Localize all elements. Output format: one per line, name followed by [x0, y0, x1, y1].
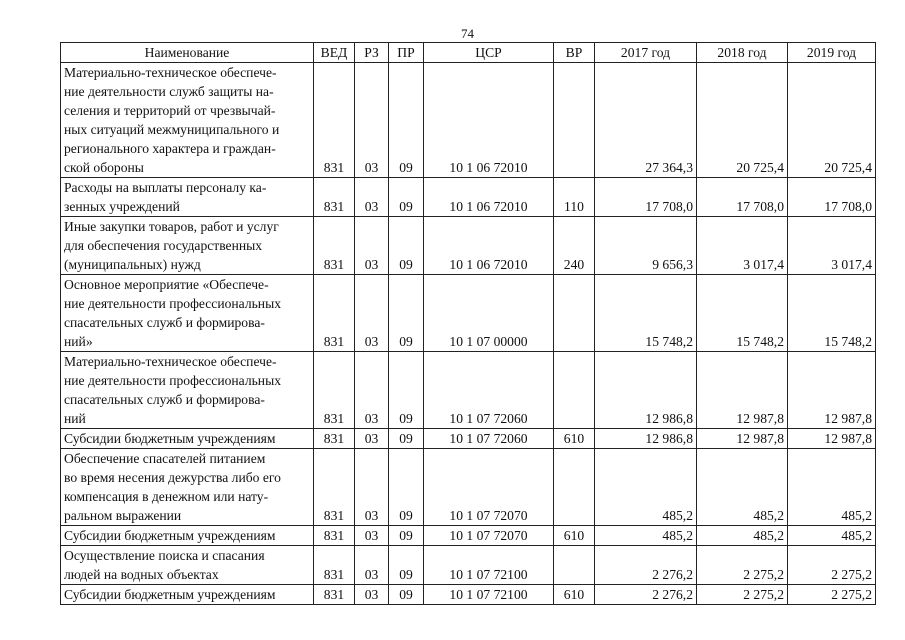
- row-2017: 485,2: [595, 449, 697, 526]
- table-row: [61, 429, 876, 449]
- column-header: ПР: [389, 43, 424, 63]
- row-name: Субсидии бюджетным учреждениям: [61, 526, 314, 546]
- row-pr: 09: [389, 429, 424, 449]
- row-rz: 03: [355, 63, 389, 178]
- row-2017: 2 276,2: [595, 546, 697, 585]
- row-ved: 831: [314, 585, 355, 605]
- row-rz: 03: [355, 429, 389, 449]
- row-2018: 485,2: [697, 526, 788, 546]
- column-header: 2017 год: [595, 43, 697, 63]
- row-ved: 831: [314, 546, 355, 585]
- row-name: Субсидии бюджетным учреждениям: [61, 585, 314, 605]
- row-rz: 03: [355, 585, 389, 605]
- column-header: РЗ: [355, 43, 389, 63]
- row-name: Субсидии бюджетным учреждениям: [61, 429, 314, 449]
- row-rz: 03: [355, 217, 389, 275]
- row-ved: 831: [314, 352, 355, 429]
- row-csr: 10 1 06 72010: [424, 63, 554, 178]
- row-2018: 17 708,0: [697, 178, 788, 217]
- row-2017: 15 748,2: [595, 275, 697, 352]
- row-2018: 12 987,8: [697, 429, 788, 449]
- row-pr: 09: [389, 275, 424, 352]
- table-row: [61, 352, 876, 429]
- row-pr: 09: [389, 449, 424, 526]
- row-pr: 09: [389, 352, 424, 429]
- row-vr: [554, 546, 595, 585]
- row-csr: 10 1 07 72060: [424, 429, 554, 449]
- row-ved: 831: [314, 63, 355, 178]
- row-pr: 09: [389, 526, 424, 546]
- row-2017: 12 986,8: [595, 429, 697, 449]
- row-rz: 03: [355, 449, 389, 526]
- row-ved: 831: [314, 275, 355, 352]
- table-row: [61, 63, 876, 178]
- column-header: ЦСР: [424, 43, 554, 63]
- row-vr: 610: [554, 429, 595, 449]
- column-header: ВЕД: [314, 43, 355, 63]
- row-pr: 09: [389, 585, 424, 605]
- row-vr: [554, 352, 595, 429]
- table-row: [61, 546, 876, 585]
- row-ved: 831: [314, 217, 355, 275]
- row-vr: [554, 275, 595, 352]
- row-2018: 3 017,4: [697, 217, 788, 275]
- row-2019: 20 725,4: [788, 63, 876, 178]
- row-ved: 831: [314, 449, 355, 526]
- row-rz: 03: [355, 178, 389, 217]
- row-pr: 09: [389, 217, 424, 275]
- row-pr: 09: [389, 178, 424, 217]
- column-header: 2018 год: [697, 43, 788, 63]
- row-csr: 10 1 07 72060: [424, 352, 554, 429]
- row-csr: 10 1 07 72070: [424, 449, 554, 526]
- row-2018: 485,2: [697, 449, 788, 526]
- row-pr: 09: [389, 63, 424, 178]
- table-row: [61, 585, 876, 605]
- row-vr: 610: [554, 526, 595, 546]
- row-2019: 3 017,4: [788, 217, 876, 275]
- row-2018: 2 275,2: [697, 546, 788, 585]
- row-2019: 485,2: [788, 449, 876, 526]
- row-csr: 10 1 07 72100: [424, 546, 554, 585]
- column-header: Наименование: [61, 43, 314, 63]
- row-csr: 10 1 07 72100: [424, 585, 554, 605]
- row-rz: 03: [355, 275, 389, 352]
- row-name: Обеспечение спасателей питанием во время несения дежурства либо его компенсация в денежном или нату- ральном выражении: [61, 449, 314, 526]
- row-csr: 10 1 07 72070: [424, 526, 554, 546]
- row-name: Материально-техническое обеспече- ние деятельности профессиональных спасательных служб и формирова- ний: [61, 352, 314, 429]
- row-vr: [554, 63, 595, 178]
- row-rz: 03: [355, 546, 389, 585]
- row-name: Осуществление поиска и спасания людей на водных объектах: [61, 546, 314, 585]
- budget-table: [60, 42, 876, 605]
- row-csr: 10 1 06 72010: [424, 217, 554, 275]
- row-2017: 9 656,3: [595, 217, 697, 275]
- row-vr: 110: [554, 178, 595, 217]
- table-row: [61, 217, 876, 275]
- row-2017: 485,2: [595, 526, 697, 546]
- table-row: [61, 449, 876, 526]
- row-rz: 03: [355, 352, 389, 429]
- row-csr: 10 1 07 00000: [424, 275, 554, 352]
- row-2017: 17 708,0: [595, 178, 697, 217]
- page-number: 74: [461, 26, 474, 41]
- row-2018: 20 725,4: [697, 63, 788, 178]
- row-2018: 12 987,8: [697, 352, 788, 429]
- row-2019: 17 708,0: [788, 178, 876, 217]
- row-ved: 831: [314, 429, 355, 449]
- table-row: [61, 178, 876, 217]
- row-name: Материально-техническое обеспече- ние деятельности служб защиты на- селения и территорий от чрезвычай- ных ситуаций межмуниципального и регионального характера и граждан- ской обороны: [61, 63, 314, 178]
- row-name: Расходы на выплаты персоналу ка- зенных учреждений: [61, 178, 314, 217]
- row-name: Основное мероприятие «Обеспече- ние деятельности профессиональных спасательных служб и формирова- ний»: [61, 275, 314, 352]
- row-2017: 2 276,2: [595, 585, 697, 605]
- row-name: Иные закупки товаров, работ и услуг для обеспечения государственных (муниципальных) нужд: [61, 217, 314, 275]
- row-2019: 2 275,2: [788, 585, 876, 605]
- row-2018: 2 275,2: [697, 585, 788, 605]
- row-2019: 12 987,8: [788, 429, 876, 449]
- row-2019: 2 275,2: [788, 546, 876, 585]
- row-vr: 240: [554, 217, 595, 275]
- row-ved: 831: [314, 526, 355, 546]
- row-ved: 831: [314, 178, 355, 217]
- row-2019: 12 987,8: [788, 352, 876, 429]
- row-2017: 27 364,3: [595, 63, 697, 178]
- row-2017: 12 986,8: [595, 352, 697, 429]
- row-vr: 610: [554, 585, 595, 605]
- table-row: [61, 275, 876, 352]
- row-vr: [554, 449, 595, 526]
- table-header-row: [61, 43, 876, 63]
- row-pr: 09: [389, 546, 424, 585]
- row-2019: 485,2: [788, 526, 876, 546]
- row-rz: 03: [355, 526, 389, 546]
- row-2019: 15 748,2: [788, 275, 876, 352]
- row-csr: 10 1 06 72010: [424, 178, 554, 217]
- table-row: [61, 526, 876, 546]
- column-header: 2019 год: [788, 43, 876, 63]
- column-header: ВР: [554, 43, 595, 63]
- row-2018: 15 748,2: [697, 275, 788, 352]
